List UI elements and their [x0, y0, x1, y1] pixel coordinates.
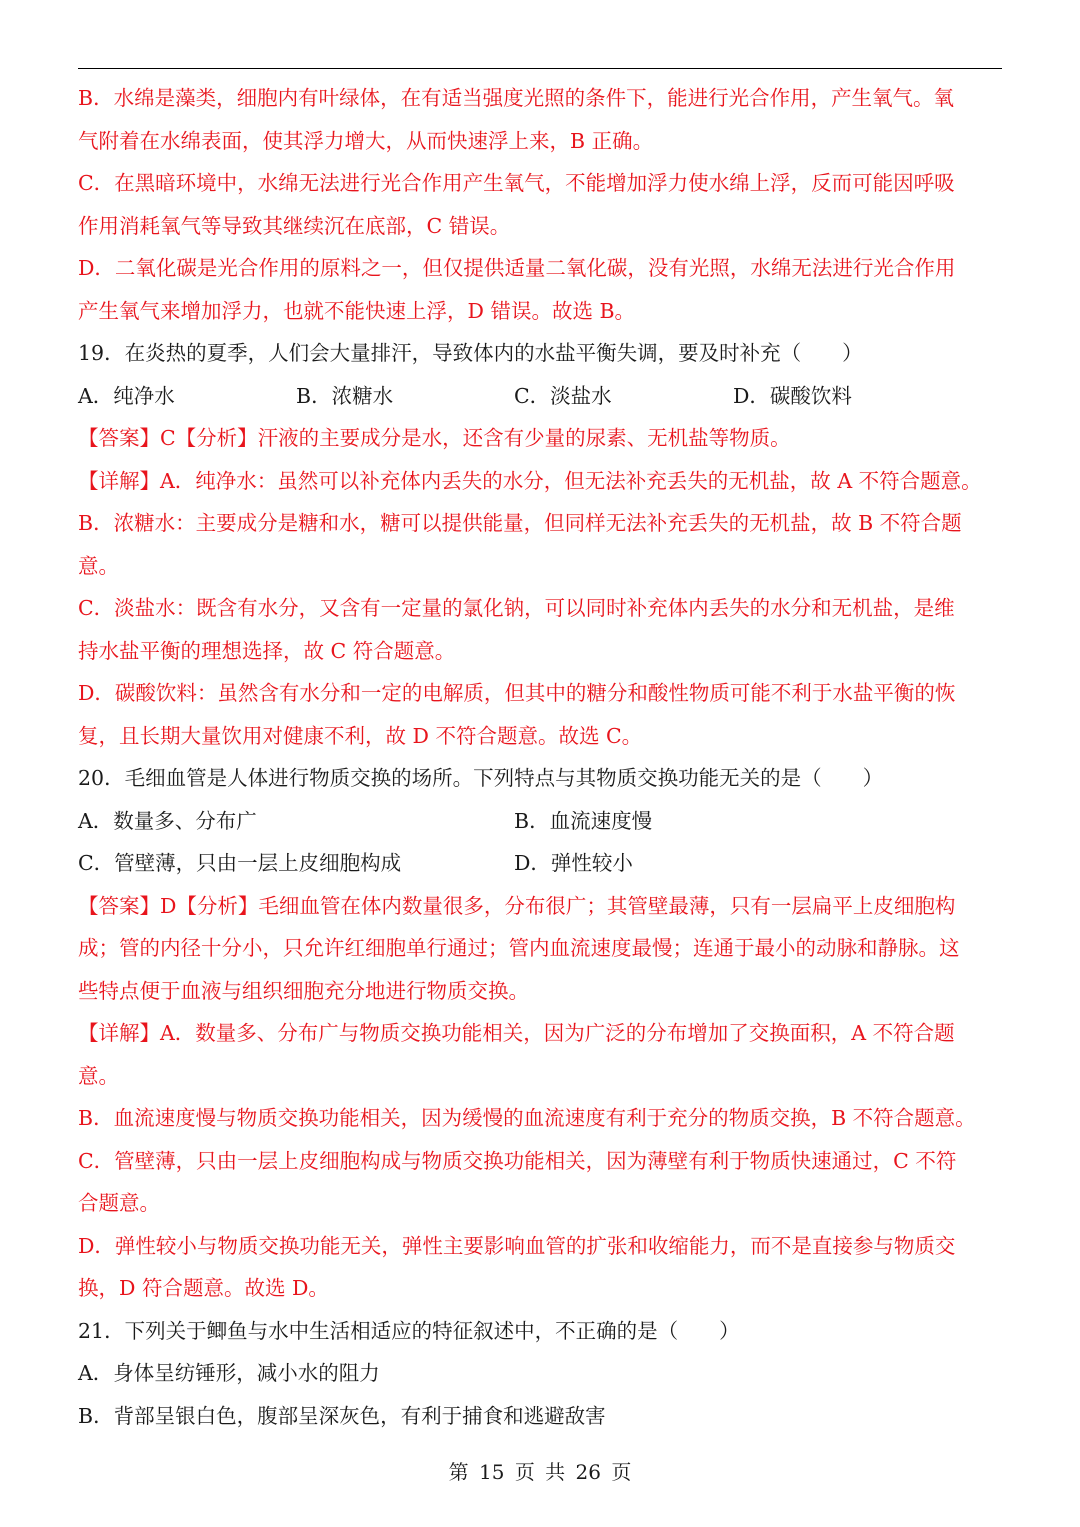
explanation-line: C．在黑暗环境中，水绵无法进行光合作用产生氧气，不能增加浮力使水绵上浮，反而可能因呼吸	[78, 171, 955, 195]
question-stem: 21．下列关于鲫鱼与水中生活相适应的特征叙述中，不正确的是（ ）	[78, 1318, 740, 1343]
option-b: B．血流速度慢	[514, 808, 653, 833]
option-a: A．身体呈纺锤形，减小水的阻力	[78, 1361, 380, 1385]
page-footer: 第 15 页 共 26 页	[448, 1460, 632, 1484]
detail-line: 合题意。	[78, 1191, 160, 1215]
option-row	[78, 375, 1002, 418]
detail-line: C．管壁薄，只由一层上皮细胞构成与物质交换功能相关，因为薄壁有利于物质快速通过，C 不符	[78, 1148, 957, 1173]
question-stem: 19．在炎热的夏季，人们会大量排汗，导致体内的水盐平衡失调，要及时补充（ ）	[78, 341, 863, 365]
detail-line: 意。	[78, 553, 119, 578]
detail-line: 持水盐平衡的理想选择，故 C 符合题意。	[78, 638, 456, 663]
option-c: C．淡盐水	[514, 383, 612, 408]
answer-analysis: 【答案】C【分析】汗液的主要成分是水，还含有少量的尿素、无机盐等物质。	[78, 426, 791, 450]
option-d: D．碳酸饮料	[733, 383, 852, 408]
answer-analysis: 成；管的内径十分小，只允许红细胞单行通过；管内血流速度最慢；连通于最小的动脉和静脉。这	[78, 936, 960, 960]
detail-line: D．碳酸饮料：虽然含有水分和一定的电解质，但其中的糖分和酸性物质可能不利于水盐平衡的恢	[78, 681, 956, 705]
previous-explanation	[78, 77, 1002, 332]
option-row	[78, 800, 1002, 843]
detail-line: B．血流速度慢与物质交换功能相关，因为缓慢的血流速度有利于充分的物质交换，B 不符合题意。	[78, 1106, 976, 1130]
question-21	[78, 1310, 1002, 1438]
explanation-line: D．二氧化碳是光合作用的原料之一，但仅提供适量二氧化碳，没有光照，水绵无法进行光合作用	[78, 256, 956, 280]
detail-line: C．淡盐水：既含有水分，又含有一定量的氯化钠，可以同时补充体内丢失的水分和无机盐，是维	[78, 596, 955, 620]
explanation-line: 作用消耗氧气等导致其继续沉在底部，C 错误。	[78, 213, 511, 238]
detail-line: 换，D 符合题意。故选 D。	[78, 1276, 329, 1300]
detail-line: D．弹性较小与物质交换功能无关，弹性主要影响血管的扩张和收缩能力，而不是直接参与物质交	[78, 1233, 956, 1258]
option-b: B．浓糖水	[296, 383, 394, 408]
detail-line: 复，且长期大量饮用对健康不利，故 D 不符合题意。故选 C。	[78, 723, 643, 748]
option-a: A．数量多、分布广	[78, 808, 257, 833]
detail-line: B．浓糖水：主要成分是糖和水，糖可以提供能量，但同样无法补充丢失的无机盐，故 B 不符合题	[78, 511, 962, 535]
document-body	[78, 77, 1002, 1437]
question-stem: 20．毛细血管是人体进行物质交换的场所。下列特点与其物质交换功能无关的是（ ）	[78, 766, 884, 790]
option-row	[78, 842, 1002, 885]
answer-analysis: 【答案】D【分析】毛细血管在体内数量很多，分布很广；其管壁最薄，只有一层扁平上皮细胞构	[78, 893, 956, 918]
header-rule	[78, 68, 1002, 69]
answer-analysis: 些特点便于血液与组织细胞充分地进行物质交换。	[78, 978, 529, 1003]
explanation-line: B．水绵是藻类，细胞内有叶绿体，在有适当强度光照的条件下，能进行光合作用，产生氧气。氧	[78, 86, 955, 110]
option-b: B．背部呈银白色，腹部呈深灰色，有利于捕食和逃避敌害	[78, 1403, 606, 1428]
detail-line: 【详解】A．纯净水：虽然可以补充体内丢失的水分，但无法补充丢失的无机盐，故 A 不符合题意。	[78, 468, 982, 493]
option-d: D．弹性较小	[514, 851, 633, 875]
option-a: A．纯净水	[78, 383, 175, 408]
option-c: C．管壁薄，只由一层上皮细胞构成	[78, 851, 402, 875]
detail-line: 【详解】A．数量多、分布广与物质交换功能相关，因为广泛的分布增加了交换面积，A 不符合题	[78, 1021, 955, 1045]
explanation-line: 产生氧气来增加浮力，也就不能快速上浮，D 错误。故选 B。	[78, 298, 636, 323]
explanation-line: 气附着在水绵表面，使其浮力增大，从而快速浮上来，B 正确。	[78, 128, 654, 153]
detail-line: 意。	[78, 1063, 119, 1088]
question-19	[78, 332, 1002, 757]
question-20	[78, 757, 1002, 1310]
